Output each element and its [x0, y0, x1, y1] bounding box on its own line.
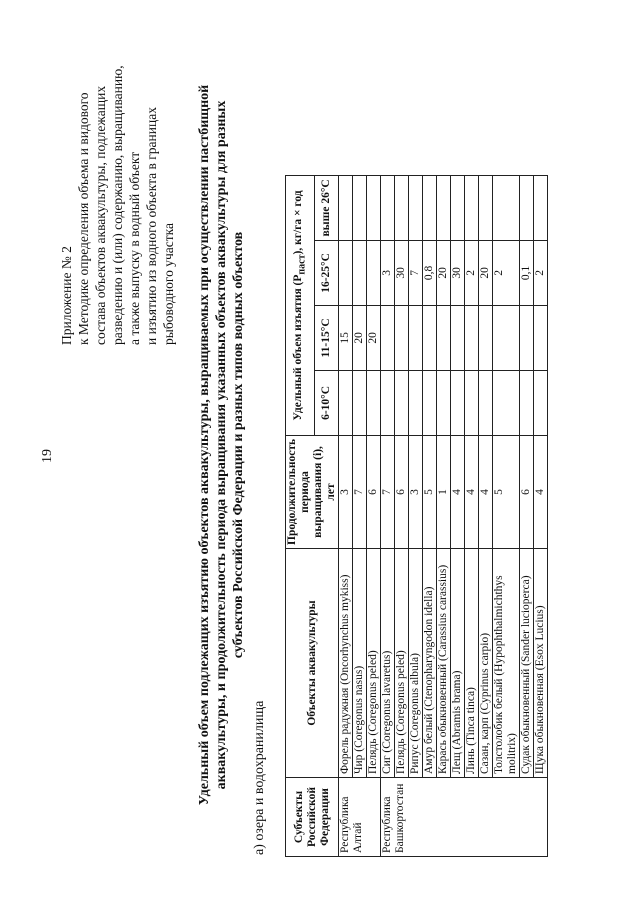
value-cell	[381, 305, 395, 370]
value-cell	[493, 305, 520, 370]
duration-cell: 6	[395, 435, 409, 548]
object-cell: Чир (Coregonus nasus)	[353, 549, 367, 778]
table-row	[353, 175, 367, 856]
header-temp-above-26: выше 26°С	[315, 175, 339, 240]
table-row	[409, 175, 423, 856]
value-cell	[465, 305, 479, 370]
value-cell: 15	[339, 305, 353, 370]
value-cell	[479, 175, 493, 240]
value-cell	[520, 305, 534, 370]
value-cell: 0,8	[423, 240, 437, 305]
value-cell	[339, 175, 353, 240]
value-cell: 20	[367, 305, 381, 370]
appendix-line: и изъятию из водного объекта в границах	[144, 107, 159, 345]
value-cell: 0,1	[520, 240, 534, 305]
value-cell	[353, 240, 367, 305]
value-cell	[409, 175, 423, 240]
duration-cell: 4	[479, 435, 493, 548]
appendix-block	[58, 25, 177, 345]
value-cell	[423, 305, 437, 370]
value-cell	[451, 370, 465, 435]
object-cell: Амур белый (Ctenopharyngodon idella)	[423, 549, 437, 778]
value-cell	[381, 175, 395, 240]
value-cell	[534, 370, 548, 435]
value-cell	[465, 175, 479, 240]
appendix-line: разведению и (или) содержанию, выращиванию,	[110, 65, 125, 345]
object-cell: Щука обыкновенная (Esox Lucius)	[534, 549, 548, 778]
appendix-line: к Методике определения объема и видового	[76, 92, 91, 345]
subject-cell: Республика Башкортостан	[381, 778, 548, 857]
object-cell: Лещ (Abramis brama)	[451, 549, 465, 778]
object-cell: Толстолобик белый (Hypophthalmichthys molitrix)	[493, 549, 520, 778]
value-cell	[367, 370, 381, 435]
duration-cell: 4	[451, 435, 465, 548]
duration-cell: 7	[381, 435, 395, 548]
table-row	[493, 175, 520, 856]
value-cell: 2	[534, 240, 548, 305]
table-row	[479, 175, 493, 856]
value-cell	[423, 370, 437, 435]
duration-cell: 1	[437, 435, 451, 548]
object-cell: Судак обыкновенный (Sander lucioperca)	[520, 549, 534, 778]
table-row	[520, 175, 534, 856]
object-cell: Рипус (Coregonus albula)	[409, 549, 423, 778]
value-cell	[395, 370, 409, 435]
value-cell	[395, 305, 409, 370]
value-cell: 20	[353, 305, 367, 370]
table-row	[367, 175, 381, 856]
value-cell	[353, 370, 367, 435]
header-duration: Продолжительность периода выращивания (i), лет	[286, 435, 339, 548]
value-cell	[493, 370, 520, 435]
duration-cell: 6	[520, 435, 534, 548]
duration-cell: 3	[339, 435, 353, 548]
appendix-line: а также выпуску в водный объект	[127, 151, 142, 345]
value-cell: 2	[465, 240, 479, 305]
value-cell	[353, 175, 367, 240]
header-temp-11-15: 11-15°С	[315, 305, 339, 370]
duration-cell: 5	[493, 435, 520, 548]
appendix-line: состава объектов аквакультуры, подлежащих	[93, 85, 108, 345]
value-cell	[534, 305, 548, 370]
header-temp-6-10: 6-10°С	[315, 370, 339, 435]
object-cell: Карась обыкновенный (Carassius carassius)	[437, 549, 451, 778]
value-cell	[520, 370, 534, 435]
table-row	[465, 175, 479, 856]
value-cell	[465, 370, 479, 435]
duration-cell: 6	[367, 435, 381, 548]
appendix-title: Приложение № 2	[59, 246, 74, 345]
table-row	[381, 175, 395, 856]
header-volume: Удельный объем изъятия $(P_{паст})$, кг/га × год	[286, 175, 315, 435]
page-number: 19	[40, 449, 55, 463]
value-cell	[479, 305, 493, 370]
object-cell: Форель радужная (Oncorhynchus mykiss)	[339, 549, 353, 778]
value-cell	[437, 370, 451, 435]
value-cell: 20	[437, 240, 451, 305]
value-cell	[493, 175, 520, 240]
table-row	[437, 175, 451, 856]
value-cell: 20	[479, 240, 493, 305]
subject-cell: Республика Алтай	[339, 778, 381, 857]
value-cell	[451, 175, 465, 240]
duration-cell: 4	[465, 435, 479, 548]
appendix-line: рыбоводного участка	[161, 222, 176, 345]
value-cell	[437, 305, 451, 370]
value-cell	[339, 370, 353, 435]
duration-cell: 5	[423, 435, 437, 548]
object-cell: Пелядь (Coregonus peled)	[367, 549, 381, 778]
document-title	[196, 45, 247, 845]
value-cell	[395, 175, 409, 240]
title-line: аквакультуры, и продолжительность периода выращивания указанных объектов аквакультуры для разных	[214, 100, 229, 790]
table-row	[339, 175, 353, 856]
object-cell: Сазан, карп (Cyprinus carpio)	[479, 549, 493, 778]
value-cell	[520, 175, 534, 240]
value-cell	[423, 175, 437, 240]
value-cell: 30	[395, 240, 409, 305]
table-row	[451, 175, 465, 856]
value-cell	[367, 175, 381, 240]
object-cell: Пелядь (Coregonus peled)	[395, 549, 409, 778]
value-cell	[437, 175, 451, 240]
header-temp-16-25: 16-25°С	[315, 240, 339, 305]
value-cell	[381, 370, 395, 435]
title-line: Удельный объем подлежащих изъятию объектов аквакультуры, выращиваемых при осуществлении пастбищной	[197, 84, 212, 806]
duration-cell: 3	[409, 435, 423, 548]
value-cell	[409, 370, 423, 435]
table-row	[395, 175, 409, 856]
value-cell: 7	[409, 240, 423, 305]
value-cell: 30	[451, 240, 465, 305]
value-cell: 3	[381, 240, 395, 305]
duration-cell: 7	[353, 435, 367, 548]
section-label: а) озера и водохранилища	[252, 700, 267, 855]
data-table	[285, 175, 548, 857]
header-subject: Субъекты Российской Федерации	[286, 778, 339, 857]
object-cell: Сиг (Coregonus lavaretus)	[381, 549, 395, 778]
value-cell	[534, 175, 548, 240]
table-row	[534, 175, 548, 856]
table-row	[423, 175, 437, 856]
title-line: субъектов Российской Федерации и разных типов водных объектов	[231, 231, 246, 659]
duration-cell: 4	[534, 435, 548, 548]
value-cell	[367, 240, 381, 305]
value-cell	[479, 370, 493, 435]
value-cell	[339, 240, 353, 305]
value-cell	[451, 305, 465, 370]
header-object: Объекты аквакультуры	[286, 549, 339, 778]
value-cell	[409, 305, 423, 370]
object-cell: Линь (Tinca tinca)	[465, 549, 479, 778]
value-cell: 2	[493, 240, 520, 305]
